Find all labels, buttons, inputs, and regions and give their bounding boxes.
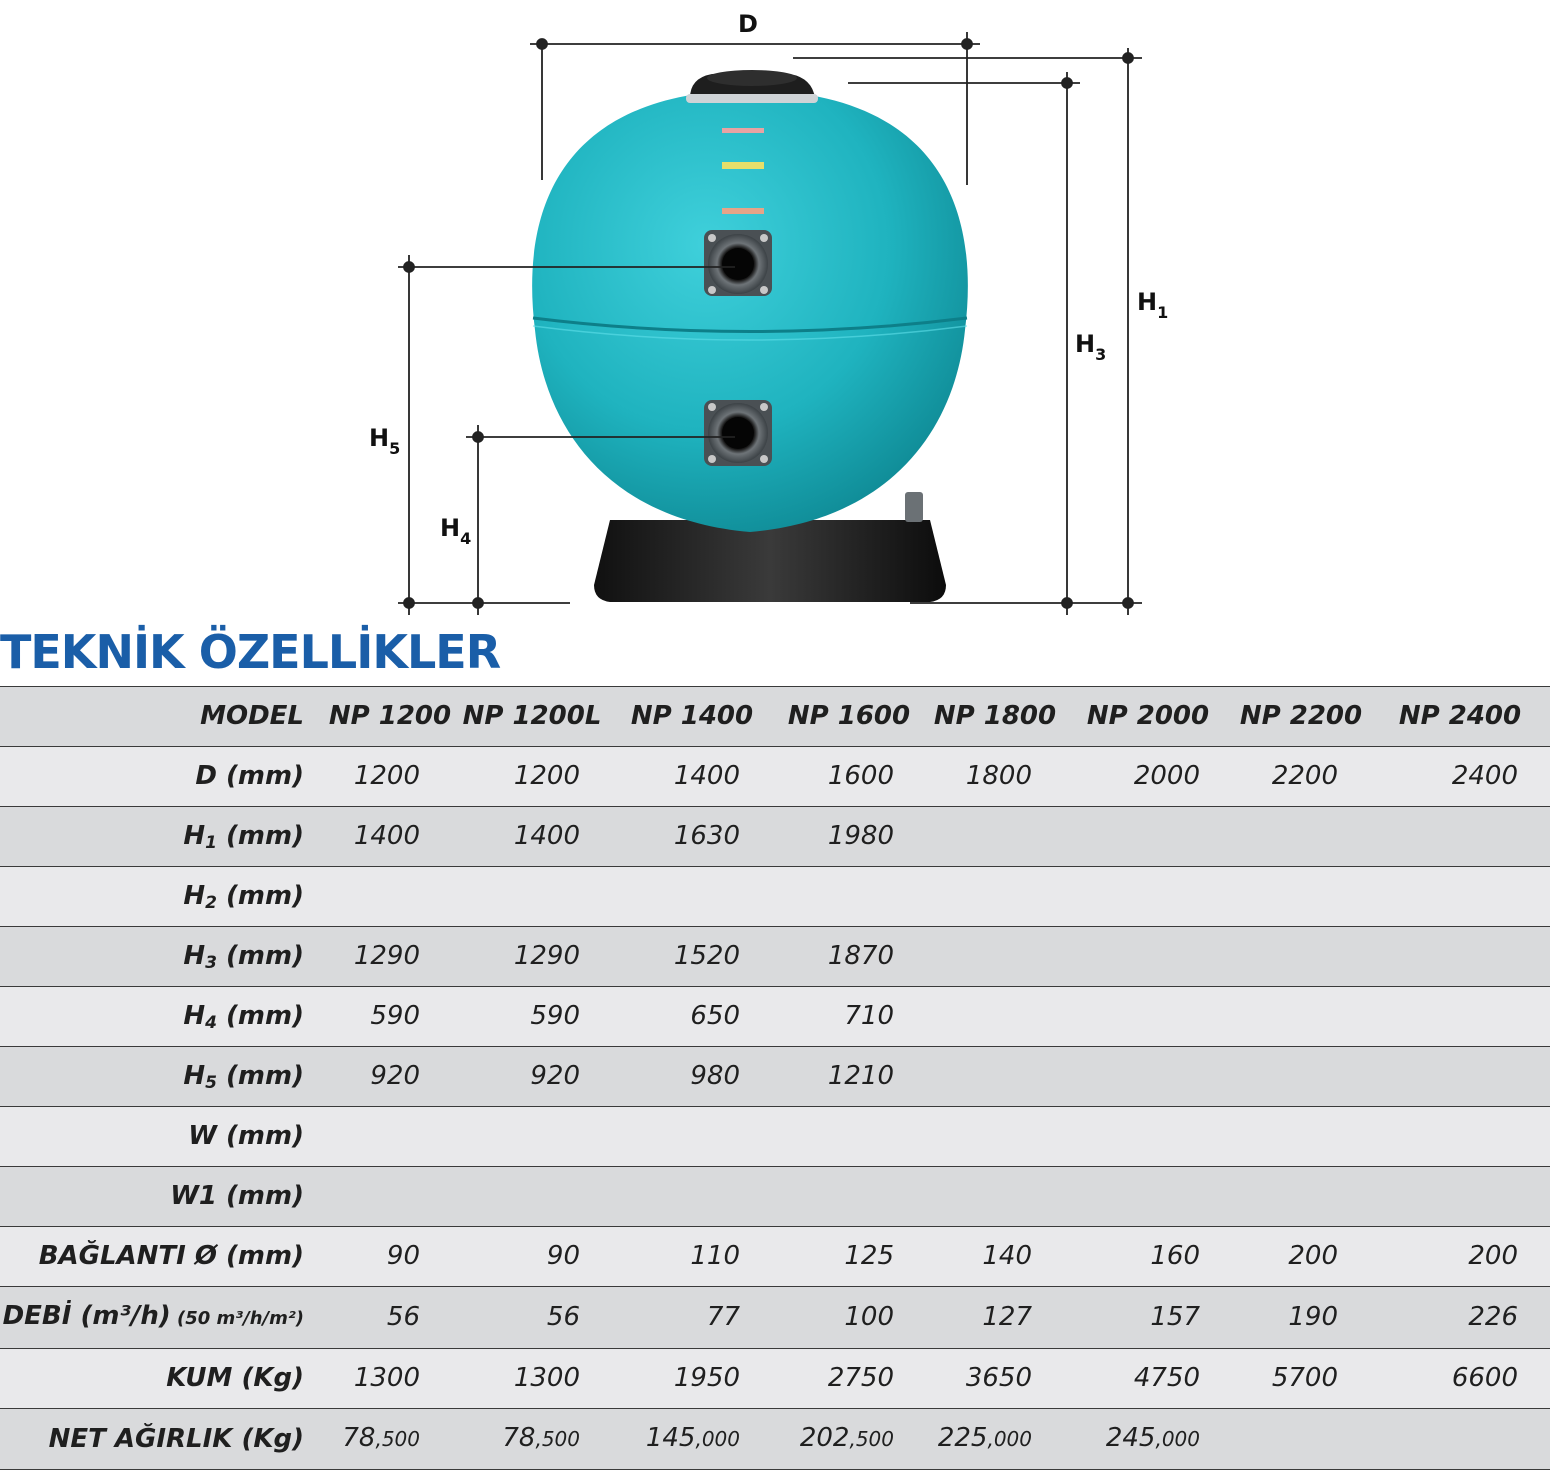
cell-value: [926, 927, 1064, 987]
cell-value: [772, 867, 926, 927]
cell-value: [1232, 927, 1370, 987]
model-header: NP 2400: [1370, 687, 1550, 747]
cell-value: 1300: [452, 1349, 612, 1409]
cell-value: 650: [612, 987, 772, 1047]
cell-value: 245,000: [1064, 1409, 1232, 1470]
cell-value: [1064, 1107, 1232, 1167]
row-label: W (mm): [0, 1107, 328, 1167]
label-h5: $H_5$: [369, 424, 401, 458]
cell-value: 1400: [612, 747, 772, 807]
cell-value: [1232, 1107, 1370, 1167]
cell-value: 125: [772, 1227, 926, 1287]
cell-value: [772, 1167, 926, 1227]
lower-port: [704, 400, 772, 466]
row-label: DEBİ (m³/h) (50 m³/h/m²): [0, 1287, 328, 1349]
cell-value: 1300: [328, 1349, 452, 1409]
cell-value: 1400: [328, 807, 452, 867]
cell-value: 1980: [772, 807, 926, 867]
cell-value: 590: [452, 987, 612, 1047]
cell-value: [1064, 1167, 1232, 1227]
cell-value: 1290: [328, 927, 452, 987]
cell-value: [328, 867, 452, 927]
cell-value: 2200: [1232, 747, 1370, 807]
table-row: [0, 1167, 1550, 1227]
row-label: W1 (mm): [0, 1167, 328, 1227]
row-label: NET AĞIRLIK (Kg): [0, 1409, 328, 1470]
cell-value: [612, 867, 772, 927]
cell-value: [1370, 1167, 1550, 1227]
row-label: D (mm): [0, 747, 328, 807]
cell-value: 1520: [612, 927, 772, 987]
cell-value: 1630: [612, 807, 772, 867]
filter-diagram: [0, 0, 1550, 620]
model-header: NP 1400: [612, 687, 772, 747]
cell-value: 110: [612, 1227, 772, 1287]
row-label: BAĞLANTI Ø (mm): [0, 1227, 328, 1287]
cell-value: [1064, 807, 1232, 867]
cell-value: [612, 1107, 772, 1167]
cell-value: 920: [328, 1047, 452, 1107]
cell-value: 127: [926, 1287, 1064, 1349]
cell-value: 920: [452, 1047, 612, 1107]
cell-value: [772, 1107, 926, 1167]
tank-base: [594, 520, 946, 602]
model-header: NP 2200: [1232, 687, 1370, 747]
cell-value: 226: [1370, 1287, 1550, 1349]
cell-value: 202,500: [772, 1409, 926, 1470]
table-row: [0, 1047, 1550, 1107]
cell-value: 157: [1064, 1287, 1232, 1349]
cell-value: [452, 1167, 612, 1227]
model-header: NP 1200L: [452, 687, 612, 747]
cell-value: [926, 807, 1064, 867]
table-row: [0, 1287, 1550, 1349]
cell-value: 1200: [452, 747, 612, 807]
cell-value: 710: [772, 987, 926, 1047]
cell-value: [328, 1167, 452, 1227]
spec-table: [0, 686, 1550, 1470]
cell-value: [926, 1107, 1064, 1167]
cell-value: [1370, 867, 1550, 927]
cell-value: [1232, 807, 1370, 867]
cell-value: [1232, 1047, 1370, 1107]
cell-value: 1200: [328, 747, 452, 807]
row-label: KUM (Kg): [0, 1349, 328, 1409]
row-label: $H_2$ (mm): [0, 867, 328, 927]
model-header: NP 2000: [1064, 687, 1232, 747]
row-label: $H_5$ (mm): [0, 1047, 328, 1107]
cell-value: 200: [1370, 1227, 1550, 1287]
table-row: [0, 747, 1550, 807]
cell-value: 6600: [1370, 1349, 1550, 1409]
label-d: D: [738, 10, 758, 38]
cell-value: [1232, 867, 1370, 927]
cell-value: 3650: [926, 1349, 1064, 1409]
upper-port: [704, 230, 772, 296]
table-row: [0, 807, 1550, 867]
table-row: [0, 1227, 1550, 1287]
cell-value: 1290: [452, 927, 612, 987]
cell-value: 2750: [772, 1349, 926, 1409]
cell-value: 190: [1232, 1287, 1370, 1349]
cell-value: 160: [1064, 1227, 1232, 1287]
row-label: $H_4$ (mm): [0, 987, 328, 1047]
cell-value: [1370, 807, 1550, 867]
cell-value: 78,500: [328, 1409, 452, 1470]
cell-value: 2000: [1064, 747, 1232, 807]
label-h3: $H_3$: [1075, 330, 1107, 364]
cell-value: 1800: [926, 747, 1064, 807]
table-row: [0, 1349, 1550, 1409]
cell-value: [1232, 1167, 1370, 1227]
cell-value: [926, 867, 1064, 927]
cell-value: [926, 987, 1064, 1047]
cell-value: 1400: [452, 807, 612, 867]
cell-value: 56: [452, 1287, 612, 1349]
cell-value: 90: [328, 1227, 452, 1287]
label-h4: $H_4$: [440, 514, 472, 548]
cell-value: [612, 1167, 772, 1227]
cell-value: [1370, 927, 1550, 987]
table-row-net-weight: [0, 1409, 1550, 1470]
cell-value: 145,000: [612, 1409, 772, 1470]
table-row: [0, 1107, 1550, 1167]
cell-value: 90: [452, 1227, 612, 1287]
cell-value: 1600: [772, 747, 926, 807]
cell-value: [1232, 987, 1370, 1047]
cell-value: [1370, 987, 1550, 1047]
row-label: $H_3$ (mm): [0, 927, 328, 987]
cell-value: [1064, 1047, 1232, 1107]
header-label: MODEL: [0, 687, 328, 747]
cell-value: 1210: [772, 1047, 926, 1107]
cell-value: 5700: [1232, 1349, 1370, 1409]
cell-value: 56: [328, 1287, 452, 1349]
row-label: $H_1$ (mm): [0, 807, 328, 867]
table-row: [0, 927, 1550, 987]
cell-value: 225,000: [926, 1409, 1064, 1470]
cell-value: [452, 867, 612, 927]
cell-value: 2400: [1370, 747, 1550, 807]
cell-value: 100: [772, 1287, 926, 1349]
table-row: [0, 867, 1550, 927]
cell-value: [452, 1107, 612, 1167]
table-header-row: [0, 687, 1550, 747]
cell-value: 140: [926, 1227, 1064, 1287]
cell-value: 1870: [772, 927, 926, 987]
cell-value: 200: [1232, 1227, 1370, 1287]
page-title: TEKNİK ÖZELLİKLER: [0, 625, 501, 679]
label-h1: $H_1$: [1137, 288, 1169, 322]
cell-value: 78,500: [452, 1409, 612, 1470]
model-header: NP 1800: [926, 687, 1064, 747]
model-header: NP 1600: [772, 687, 926, 747]
cell-value: [1232, 1409, 1370, 1470]
cell-value: 4750: [1064, 1349, 1232, 1409]
cell-value: [1064, 867, 1232, 927]
cell-value: [1370, 1409, 1550, 1470]
cell-value: 1950: [612, 1349, 772, 1409]
model-header: NP 1200: [328, 687, 452, 747]
cell-value: 77: [612, 1287, 772, 1349]
cell-value: 590: [328, 987, 452, 1047]
cell-value: [1064, 987, 1232, 1047]
cell-value: 980: [612, 1047, 772, 1107]
cell-value: [926, 1047, 1064, 1107]
cell-value: [1370, 1107, 1550, 1167]
cell-value: [926, 1167, 1064, 1227]
cell-value: [328, 1107, 452, 1167]
cell-value: [1370, 1047, 1550, 1107]
cell-value: [1064, 927, 1232, 987]
table-row: [0, 987, 1550, 1047]
